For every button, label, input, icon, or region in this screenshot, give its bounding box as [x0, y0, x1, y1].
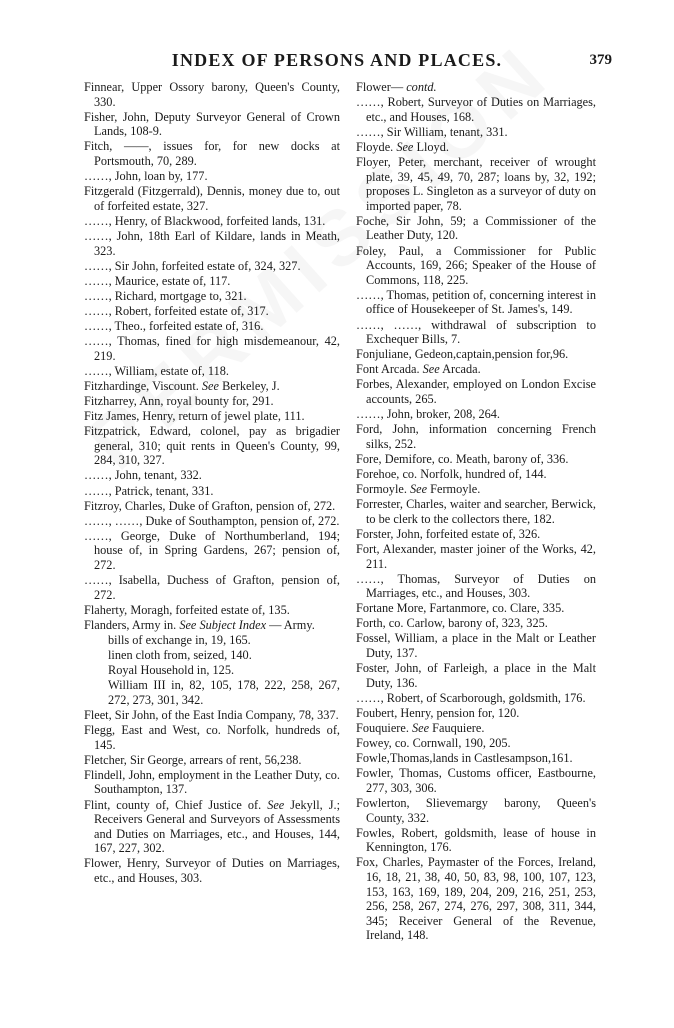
index-entry	[84, 798, 340, 856]
index-entry	[356, 826, 596, 855]
index-entry	[356, 796, 596, 825]
entry-text: Fleet, Sir John, of the East India Company, 78, 337.	[84, 707, 339, 722]
index-entry	[84, 214, 340, 229]
index-entry	[84, 334, 340, 363]
index-entry	[84, 723, 340, 752]
index-entry	[84, 394, 340, 409]
index-entry	[356, 362, 596, 377]
index-entry	[84, 633, 340, 648]
entry-reference: Fermoyle.	[430, 482, 481, 497]
entry-text: Forehoe, co. Norfolk, hundred of, 144.	[356, 466, 547, 481]
entry-text: Forster, John, forfeited estate of, 326.	[356, 526, 541, 541]
index-entry	[356, 855, 596, 943]
entry-text: Foche, Sir John, 59; a Commissioner of the Leather Duty, 120.	[356, 213, 596, 243]
entry-see-ref: contd.	[406, 80, 437, 94]
index-entry	[84, 499, 340, 514]
index-entry	[356, 572, 596, 601]
entry-text: Fitzpatrick, Edward, colonel, pay as brigadier general, 310; quit rents in Queen's County, 99, 284, 310, 327.	[84, 424, 340, 468]
index-entry	[84, 514, 340, 529]
entry-text: linen cloth from, seized, 140.	[108, 648, 252, 663]
entry-text: Flindell, John, employment in the Leather Duty, co. Southampton, 137.	[84, 767, 340, 797]
entry-text: Fouquiere.	[356, 721, 409, 736]
index-entry	[84, 768, 340, 797]
entry-text: Fort, Alexander, master joiner of the Works, 42, 211.	[356, 541, 596, 571]
index-entry	[356, 407, 596, 422]
entry-see-ref: See	[412, 721, 430, 736]
index-entry	[356, 467, 596, 482]
entry-text: Fitzhardinge, Viscount.	[84, 378, 199, 393]
entry-text: Flower—	[356, 80, 404, 94]
entry-text: Fox, Charles, Paymaster of the Forces, Ireland, 16, 18, 21, 38, 40, 50, 83, 98, 100, 107, 123, 153, 163, 169, 189, 204, 209, 216, 251, 253, 256, 258, 267, 274, 276, 297, 308, 311, 344, 345; Receiver General of the Revenue, Ireland, 148.	[356, 855, 596, 943]
index-entry	[356, 244, 596, 288]
index-entry	[84, 364, 340, 379]
entry-text: Fowle,Thomas,lands in Castlesampson,161.	[356, 751, 573, 766]
index-entry	[84, 379, 340, 394]
index-entry	[84, 424, 340, 468]
index-entry	[84, 618, 340, 633]
entry-text: Fonjuliane, Gedeon,captain,pension for,96.	[356, 347, 569, 362]
entry-text: Fowles, Robert, goldsmith, lease of house in Kennington, 176.	[356, 825, 596, 855]
entry-text: ……, George, Duke of Northumberland, 194; house of, in Spring Gardens, 267; pension of, 272.	[84, 528, 340, 572]
index-entry	[84, 229, 340, 258]
entry-reference: — Army.	[269, 617, 315, 632]
index-entry	[356, 452, 596, 467]
index-entry	[356, 422, 596, 451]
entry-text: ……, Sir William, tenant, 331.	[356, 124, 508, 139]
entry-text: Flegg, East and West, co. Norfolk, hundreds of, 145.	[84, 723, 340, 752]
index-entry	[356, 601, 596, 616]
index-entry	[356, 140, 596, 155]
index-entry	[356, 616, 596, 631]
entry-reference: Arcada.	[442, 362, 481, 377]
entry-text: ……, Henry, of Blackwood, forfeited lands, 131.	[84, 213, 326, 228]
index-entry	[84, 184, 340, 213]
entry-text: Fore, Demifore, co. Meath, barony of, 336.	[356, 451, 569, 466]
entry-text: ……, John, 18th Earl of Kildare, lands in Meath, 323.	[84, 228, 340, 258]
index-entry	[84, 573, 340, 602]
index-entry	[84, 80, 340, 109]
entry-text: Formoyle.	[356, 482, 407, 497]
index-entry	[356, 80, 596, 95]
entry-text: Fisher, John, Deputy Surveyor General of Crown Lands, 108-9.	[84, 109, 340, 139]
index-entry	[84, 319, 340, 334]
index-entry	[356, 125, 596, 140]
page-header	[0, 50, 674, 74]
entry-text: Fortane More, Fartanmore, co. Clare, 335.	[356, 601, 565, 616]
entry-text: Fletcher, Sir George, arrears of rent, 56,238.	[84, 752, 302, 767]
index-entry	[84, 708, 340, 723]
index-entry	[356, 706, 596, 721]
index-entry	[84, 409, 340, 424]
entry-text: Forrester, Charles, waiter and searcher, Berwick, to be clerk to the collectors there, 182.	[356, 497, 596, 526]
entry-text: Forth, co. Carlow, barony of, 323, 325.	[356, 616, 548, 631]
entry-reference: Lloyd.	[416, 139, 449, 154]
entry-text: ……, William, estate of, 118.	[84, 363, 229, 378]
index-entry	[356, 736, 596, 751]
entry-text: Fowlerton, Slievemargy barony, Queen's County, 332.	[356, 796, 596, 825]
entry-text: ……, Robert, of Scarborough, goldsmith, 176.	[356, 690, 586, 705]
entry-text: ……, John, tenant, 332.	[84, 468, 202, 483]
entry-text: Flanders, Army in.	[84, 617, 177, 632]
entry-text: Fitzgerald (Fitzgerrald), Dennis, money due to, out of forfeited estate, 327.	[84, 184, 340, 213]
entry-text: Fitch, ——, issues for, for new docks at Portsmouth, 70, 289.	[84, 139, 340, 168]
index-entry	[84, 856, 340, 885]
index-entry	[84, 648, 340, 663]
index-entry	[356, 527, 596, 542]
index-entry	[356, 691, 596, 706]
entry-see-ref: See	[422, 362, 440, 377]
entry-text: ……, Thomas, fined for high misdemeanour, 42, 219.	[84, 334, 340, 363]
entry-text: ……, Maurice, estate of, 117.	[84, 273, 231, 288]
page-number: 379	[589, 52, 612, 68]
entry-text: Flower, Henry, Surveyor of Duties on Marriages, etc., and Houses, 303.	[84, 856, 340, 885]
left-column	[84, 80, 340, 886]
entry-text: Foley, Paul, a Commissioner for Public Accounts, 169, 266; Speaker of the House of Commons, 118, 225.	[356, 243, 596, 287]
index-entry	[356, 661, 596, 690]
index-entry	[356, 497, 596, 526]
entry-text: ……, John, loan by, 177.	[84, 169, 208, 184]
entry-text: ……, Richard, mortgage to, 321.	[84, 288, 247, 303]
index-entry	[84, 274, 340, 289]
index-entry	[356, 631, 596, 660]
entry-see-ref: See	[267, 797, 285, 812]
entry-text: Flint, county of, Chief Justice of.	[84, 797, 262, 812]
entry-text: ……, Patrick, tenant, 331.	[84, 483, 214, 498]
entry-text: ……, ……, withdrawal of subscription to Exchequer Bills, 7.	[356, 317, 596, 347]
index-entry	[84, 304, 340, 319]
entry-text: Ford, John, information concerning French silks, 252.	[356, 422, 596, 451]
index-entry	[356, 347, 596, 362]
entry-text: Fowey, co. Cornwall, 190, 205.	[356, 736, 511, 751]
entry-text: ……, John, broker, 208, 264.	[356, 407, 500, 422]
entry-text: Forbes, Alexander, employed on London Excise accounts, 265.	[356, 377, 596, 406]
index-entry	[84, 753, 340, 768]
entry-text: Flaherty, Moragh, forfeited estate of, 135.	[84, 602, 290, 617]
entry-text: Fossel, William, a place in the Malt or Leather Duty, 137.	[356, 631, 596, 661]
index-entry	[84, 110, 340, 139]
entry-text: ……, Isabella, Duchess of Grafton, pension of, 272.	[84, 573, 340, 602]
entry-text: Floyde.	[356, 139, 394, 154]
entry-text: Fitzharrey, Ann, royal bounty for, 291.	[84, 393, 274, 408]
entry-text: ……, Robert, forfeited estate of, 317.	[84, 303, 269, 318]
index-entry	[356, 482, 596, 497]
entry-text: Fowler, Thomas, Customs officer, Eastbourne, 277, 303, 306.	[356, 766, 596, 795]
index-entry	[356, 95, 596, 124]
entry-text: Fitzroy, Charles, Duke of Grafton, pension of, 272.	[84, 498, 336, 513]
index-entry	[356, 288, 596, 317]
index-entry	[356, 542, 596, 571]
entry-see-ref: See	[409, 482, 428, 497]
entry-reference: Berkeley, J.	[222, 378, 280, 393]
entry-text: bills of exchange in, 19, 165.	[108, 632, 251, 647]
index-entry	[356, 318, 596, 347]
entry-text: ……, Thomas, Surveyor of Duties on Marriages, etc., and Houses, 303.	[356, 571, 596, 601]
entry-see-ref: See Subject Index	[179, 617, 267, 632]
index-entry	[84, 663, 340, 678]
index-entry	[84, 678, 340, 707]
entry-text: Royal Household in, 125.	[108, 663, 235, 678]
index-entry	[84, 603, 340, 618]
entry-see-ref: See	[396, 139, 414, 154]
entry-text: Floyer, Peter, merchant, receiver of wrought plate, 39, 45, 49, 70, 287; loans by, 32, 192; proposes L. Singleton as a surveyor of duty on imported paper, 78.	[356, 154, 596, 213]
entry-text: ……, Sir John, forfeited estate of, 324, 327.	[84, 258, 301, 273]
entry-text: ……, Thomas, petition of, concerning interest in office of Housekeeper of St. James's, 149.	[356, 287, 596, 317]
index-entry	[84, 139, 340, 168]
index-entry	[84, 169, 340, 184]
index-entry	[84, 484, 340, 499]
entry-text: Fitz James, Henry, return of jewel plate, 111.	[84, 409, 305, 424]
index-entry	[84, 468, 340, 483]
entry-text: Finnear, Upper Ossory barony, Queen's County, 330.	[84, 80, 340, 109]
entry-reference: Fauquiere.	[432, 721, 485, 736]
index-entry	[356, 751, 596, 766]
entry-text: Foster, John, of Farleigh, a place in the Malt Duty, 136.	[356, 661, 596, 690]
index-entry	[356, 766, 596, 795]
index-entry	[84, 259, 340, 274]
index-entry	[84, 289, 340, 304]
page-title: INDEX OF PERSONS AND PLACES.	[171, 50, 503, 70]
index-entry	[356, 214, 596, 243]
entry-text: ……, ……, Duke of Southampton, pension of, 272.	[84, 513, 340, 528]
index-entry	[356, 377, 596, 406]
entry-text: ……, Theo., forfeited estate of, 316.	[84, 319, 264, 333]
index-entry	[84, 529, 340, 573]
entry-reference: Jekyll, J.; Receivers General and Surveyors of Assessments and Duties on Marriages, etc., and Houses, 144, 167, 227, 302.	[94, 797, 340, 856]
index-entry	[356, 721, 596, 736]
entry-text: Font Arcada.	[356, 362, 420, 377]
entry-text: ……, Robert, Surveyor of Duties on Marriages, etc., and Houses, 168.	[356, 95, 596, 124]
entry-see-ref: See	[201, 378, 219, 393]
entry-text: Foubert, Henry, pension for, 120.	[356, 705, 520, 720]
entry-text: William III in, 82, 105, 178, 222, 258, 267, 272, 273, 301, 342.	[108, 678, 340, 707]
right-column	[356, 80, 596, 943]
index-entry	[356, 155, 596, 213]
